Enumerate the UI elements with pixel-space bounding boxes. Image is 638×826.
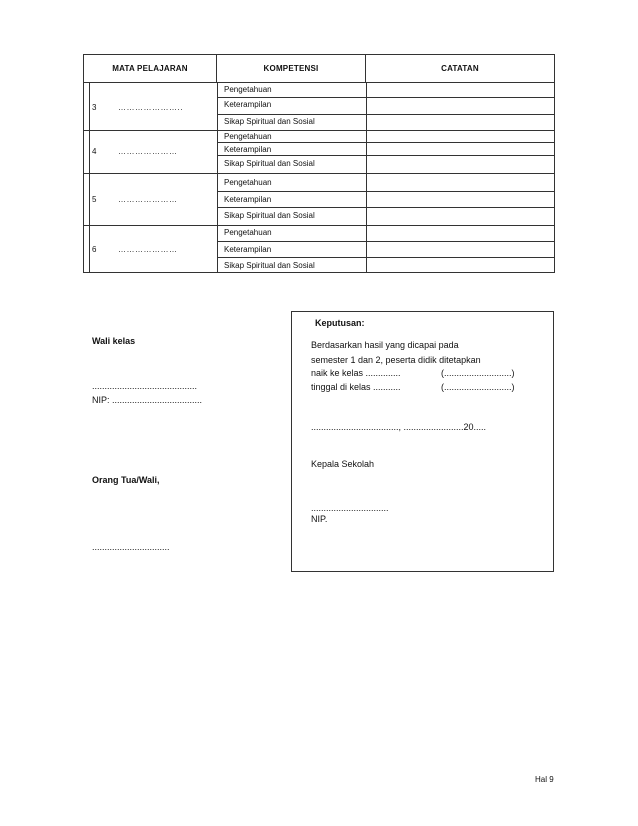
subject-blank: …………………: [118, 245, 178, 254]
row-number: 3: [92, 103, 97, 112]
retention-blank: (...........................): [441, 382, 515, 392]
competency-keterampilan: Keterampilan: [224, 195, 272, 204]
competency-line: [217, 142, 554, 143]
competency-keterampilan: Keterampilan: [224, 145, 272, 154]
decision-box: [291, 311, 554, 572]
retention-line: tinggal di kelas ...........: [311, 382, 401, 392]
competency-line: [217, 207, 554, 208]
competency-line: [217, 97, 554, 98]
competency-pengetahuan: Pengetahuan: [224, 228, 272, 237]
competency-column-line: [217, 82, 218, 272]
competency-line: [217, 257, 554, 258]
competency-pengetahuan: Pengetahuan: [224, 132, 272, 141]
competency-sikap: Sikap Spiritual dan Sosial: [224, 159, 315, 168]
competency-keterampilan: Keterampilan: [224, 245, 272, 254]
competency-line: [217, 191, 554, 192]
row-number: 5: [92, 195, 97, 204]
competency-pengetahuan: Pengetahuan: [224, 178, 272, 187]
header-kompetensi: KOMPETENSI: [217, 55, 366, 82]
row-divider: [84, 173, 554, 174]
competency-sikap: Sikap Spiritual dan Sosial: [224, 117, 315, 126]
subject-blank: …………………..: [118, 103, 183, 112]
wali-kelas-signature-line: ..........................................: [92, 381, 198, 391]
competency-keterampilan: Keterampilan: [224, 100, 272, 109]
decision-title: Keputusan:: [315, 318, 365, 328]
competency-sikap: Sikap Spiritual dan Sosial: [224, 211, 315, 220]
number-column-line: [89, 82, 90, 272]
wali-kelas-nip: NIP: ....................................: [92, 395, 203, 405]
row-divider: [84, 130, 554, 131]
place-date-line: ..................................., ........................20.....: [311, 422, 487, 432]
subject-blank: …………………: [118, 195, 178, 204]
headmaster-nip: NIP.: [311, 514, 328, 524]
row-divider: [84, 225, 554, 226]
header-divider: [84, 82, 554, 83]
headmaster-label: Kepala Sekolah: [311, 459, 375, 469]
subject-competency-table: [83, 54, 555, 273]
header-catatan: CATATAN: [441, 64, 479, 73]
promotion-blank: (...........................): [441, 368, 515, 378]
row-number: 4: [92, 147, 97, 156]
notes-column-line: [366, 82, 367, 272]
headmaster-signature-line: ...............................: [311, 503, 389, 513]
promotion-line: naik ke kelas ..............: [311, 368, 401, 378]
orang-tua-signature-line: ...............................: [92, 542, 170, 552]
subject-blank: …………………: [118, 147, 178, 156]
decision-line: semester 1 dan 2, peserta didik ditetapkan: [311, 355, 481, 365]
header-mata-pelajaran: MATA PELAJARAN: [84, 55, 217, 82]
competency-line: [217, 114, 554, 115]
competency-line: [217, 241, 554, 242]
row-number: 6: [92, 245, 97, 254]
wali-kelas-label: Wali kelas: [92, 336, 136, 346]
orang-tua-label: Orang Tua/Wali,: [92, 475, 160, 485]
competency-pengetahuan: Pengetahuan: [224, 85, 272, 94]
decision-line: Berdasarkan hasil yang dicapai pada: [311, 340, 459, 350]
competency-line: [217, 155, 554, 156]
page-number: Hal 9: [535, 775, 554, 784]
competency-sikap: Sikap Spiritual dan Sosial: [224, 261, 315, 270]
